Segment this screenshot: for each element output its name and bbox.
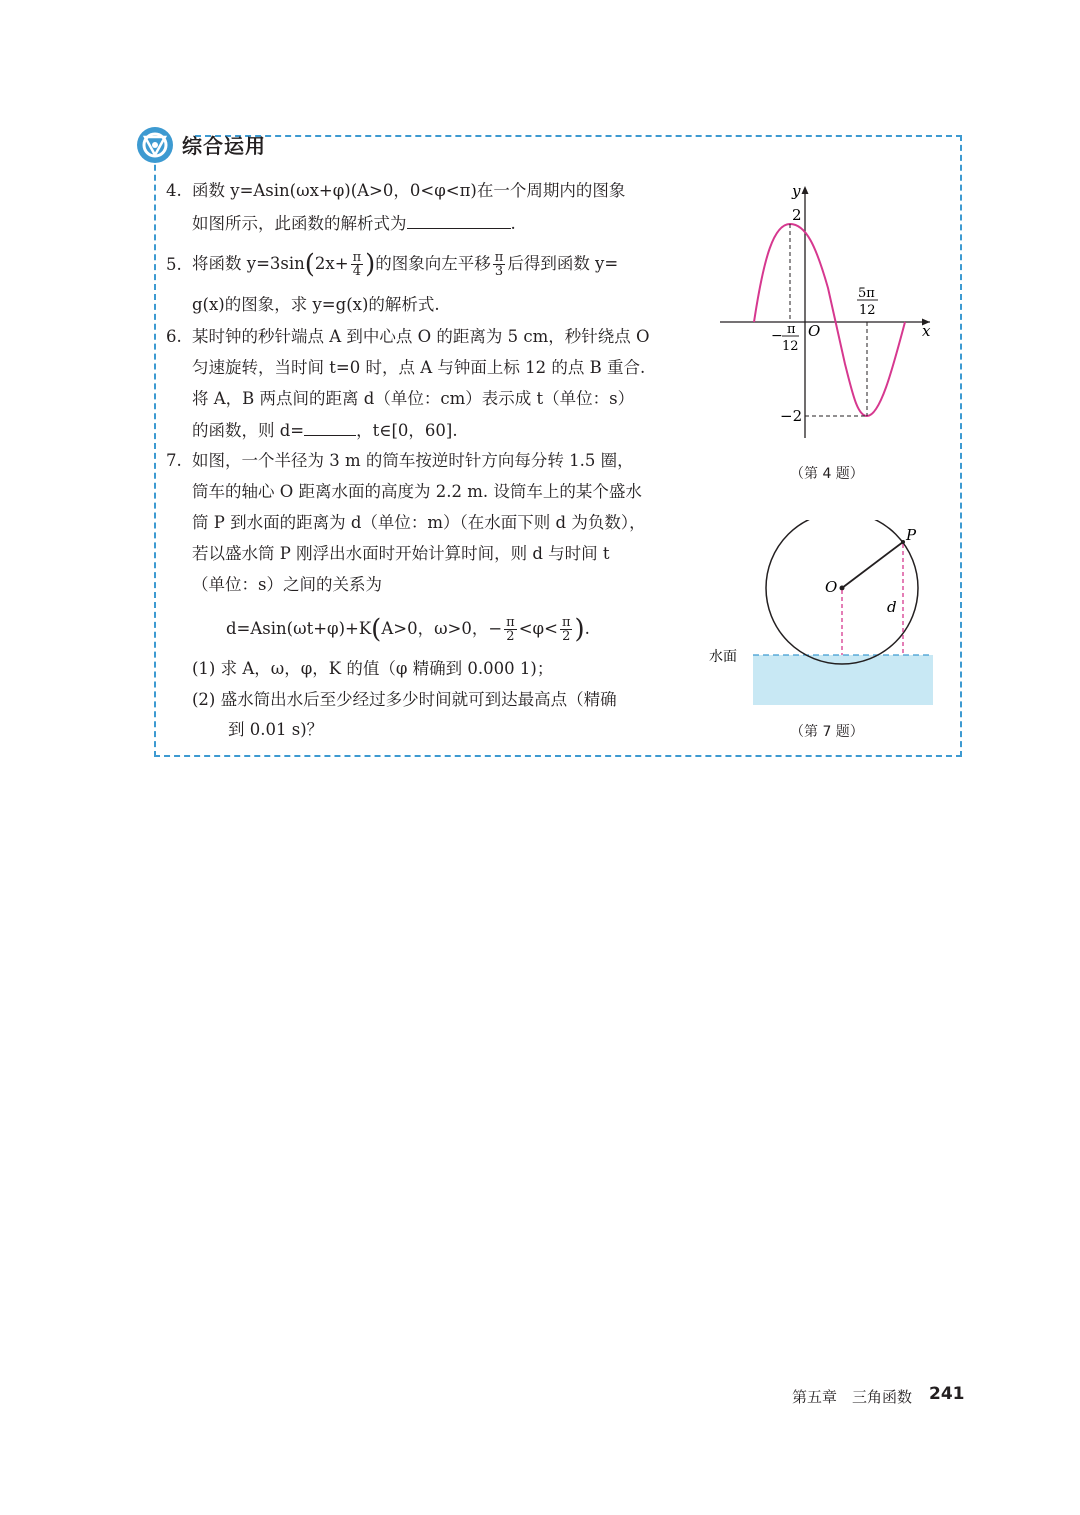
problem-6-text-a: 的函数，则 d= bbox=[192, 421, 305, 440]
problem-4-text: 如图所示，此函数的解析式为 bbox=[192, 214, 407, 233]
section-badge-icon bbox=[136, 126, 174, 164]
formula-text-d: . bbox=[584, 619, 590, 638]
xpos-denominator: 12 bbox=[859, 303, 876, 318]
problem-7-line-1: 如图，一个半径为 3 m 的筒车按逆时针方向每分转 1.5 圈， bbox=[192, 451, 634, 470]
footer-chapter: 第五章 三角函数 bbox=[792, 1388, 913, 1406]
problem-7-number: 7. bbox=[166, 451, 182, 470]
xneg-numerator: π bbox=[787, 322, 796, 337]
problem-6-number: 6. bbox=[166, 327, 182, 346]
fraction-pi-3: $\frac{\pi}{3}$ bbox=[494, 250, 504, 279]
section-title: 综合运用 bbox=[182, 134, 266, 158]
d-label: d bbox=[887, 598, 897, 616]
problem-6-line-1: 某时钟的秒针端点 A 到中心点 O 的距离为 5 cm，秒针绕点 O bbox=[192, 327, 650, 346]
radius-line bbox=[842, 542, 903, 588]
problem-6-line-2: 匀速旋转，当时间 t=0 时，点 A 与钟面上标 12 的点 B 重合. bbox=[192, 358, 646, 377]
answer-blank bbox=[304, 419, 356, 436]
neg-sign: − bbox=[771, 328, 783, 344]
y-label: y bbox=[792, 182, 801, 200]
origin-label: O bbox=[808, 322, 821, 340]
right-paren: ) bbox=[574, 614, 585, 645]
figure-7-waterwheel bbox=[705, 520, 945, 710]
x-label: x bbox=[922, 322, 931, 340]
fraction-pi-2: $\frac{\pi}{2}$ bbox=[561, 615, 571, 644]
section-frame-top bbox=[195, 135, 962, 137]
problem-4-number: 4. bbox=[166, 181, 182, 200]
problem-7-sub-2b: 到 0.01 s)？ bbox=[228, 720, 324, 739]
problem-7-line-4: 若以盛水筒 P 刚浮出水面时开始计算时间，则 d 与时间 t bbox=[192, 544, 610, 563]
page-number: 241 bbox=[929, 1384, 965, 1404]
xneg-denominator: 12 bbox=[782, 339, 799, 354]
center-point bbox=[840, 586, 845, 591]
water-label: 水面 bbox=[709, 649, 737, 665]
fraction-pi-2: $\frac{\pi}{2}$ bbox=[506, 615, 515, 644]
center-label: O bbox=[825, 578, 838, 596]
problem-4-period: . bbox=[510, 214, 516, 233]
problem-6-line-4 bbox=[192, 419, 458, 442]
problem-6-text-b: ，t∈[0，60]. bbox=[356, 421, 458, 440]
problem-6-line-3: 将 A，B 两点间的距离 d（单位：cm）表示成 t（单位：s） bbox=[192, 389, 635, 408]
left-paren: ( bbox=[371, 614, 382, 645]
problem-5-line-1 bbox=[192, 248, 618, 280]
left-paren: ( bbox=[304, 249, 315, 280]
formula-text-c: <φ< bbox=[518, 619, 558, 638]
problem-5-text-a: 将函数 y=3sin bbox=[192, 254, 305, 273]
problem-7-sub-2a: (2) 盛水筒出水后至少经过多少时间就可到达最高点（精确 bbox=[192, 690, 617, 709]
formula-text-a: d=Asin(ωt+φ)+K bbox=[226, 619, 372, 638]
right-paren: ) bbox=[365, 249, 376, 280]
problem-7-line-5: （单位：s）之间的关系为 bbox=[192, 575, 382, 594]
max-label: 2 bbox=[792, 206, 802, 224]
xpos-numerator: 5π bbox=[858, 286, 875, 301]
sine-curve bbox=[754, 224, 905, 416]
problem-5-line-2: g(x)的图象，求 y=g(x)的解析式. bbox=[192, 295, 440, 314]
water-area bbox=[753, 655, 933, 705]
problem-7-formula bbox=[226, 612, 590, 646]
problem-5-text-b: 2x+ bbox=[314, 254, 349, 273]
problem-7-sub-1: (1) 求 A，ω，φ，K 的值（φ 精确到 0.000 1)； bbox=[192, 659, 554, 678]
problem-4-line-2 bbox=[192, 212, 516, 235]
p-label: P bbox=[906, 526, 917, 544]
figure-4-caption: （第 4 题） bbox=[790, 466, 864, 482]
figure-7-caption: （第 7 题） bbox=[790, 724, 864, 740]
problem-5-number: 5. bbox=[166, 255, 182, 274]
problem-5-text-c: 的图象向左平移 bbox=[375, 254, 491, 273]
point-p bbox=[901, 540, 905, 544]
problem-7-line-3: 筒 P 到水面的距离为 d（单位：m）（在水面下则 d 为负数）， bbox=[192, 513, 646, 532]
problem-4-line-1: 函数 y=Asin(ωx+φ)(A>0，0<φ<π)在一个周期内的图象 bbox=[192, 181, 626, 200]
formula-text-b: A>0，ω>0，− bbox=[381, 619, 503, 638]
y-axis-arrow bbox=[802, 186, 809, 194]
answer-blank bbox=[407, 212, 511, 229]
min-label: −2 bbox=[780, 407, 803, 425]
fraction-pi-4: $\frac{\pi}{4}$ bbox=[352, 250, 362, 279]
problem-5-text-d: 后得到函数 y= bbox=[507, 254, 619, 273]
figure-4-graph bbox=[712, 176, 942, 446]
problem-7-line-2: 筒车的轴心 O 距离水面的高度为 2.2 m. 设筒车上的某个盛水 bbox=[192, 482, 642, 501]
